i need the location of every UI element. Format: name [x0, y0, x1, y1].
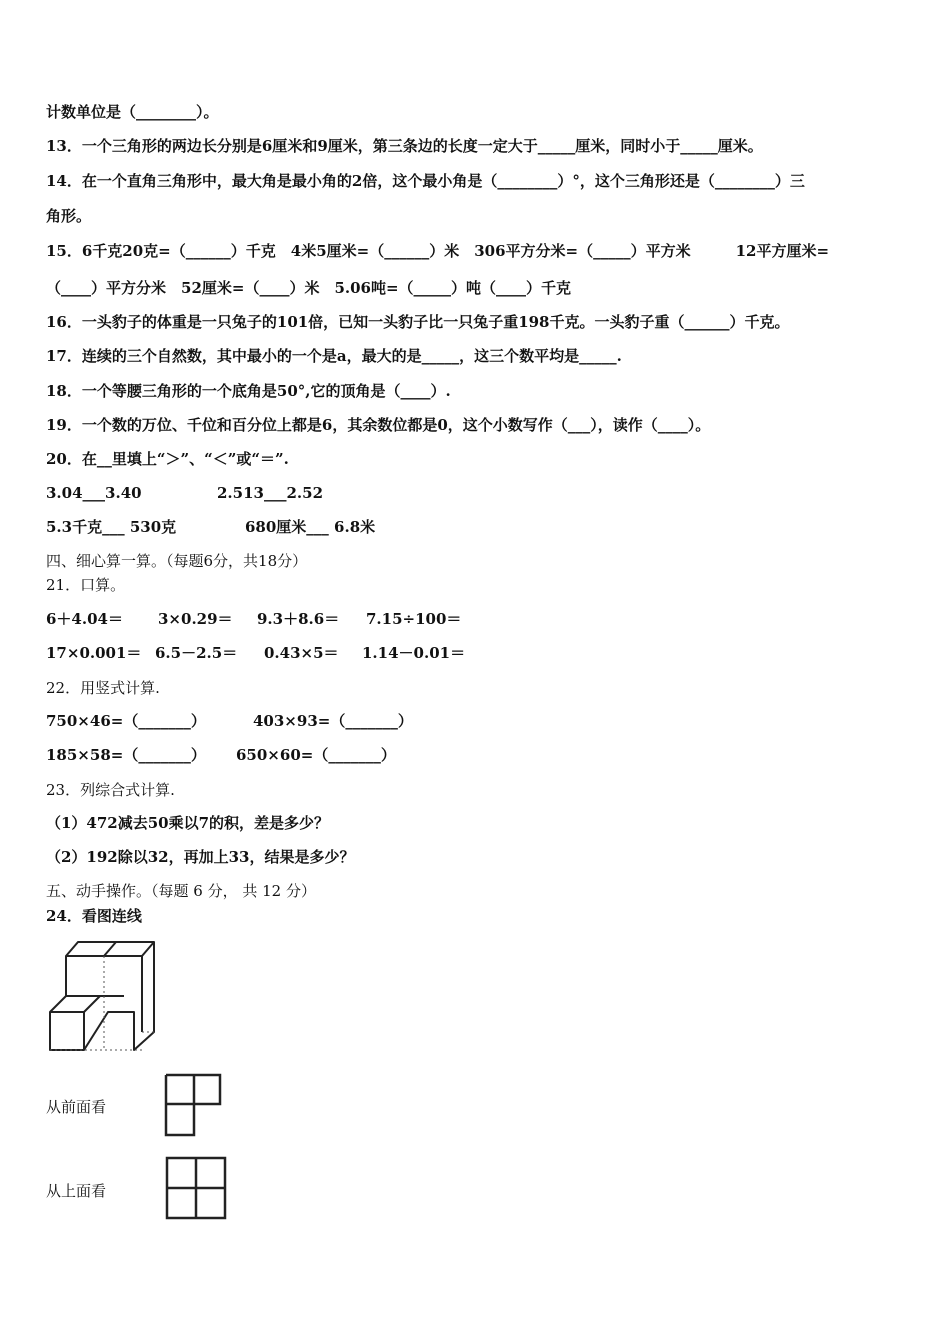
- question-16: 16．一头豹子的体重是一只兔子的101倍，已知一头豹子比一只兔子重198千克。一头豹子重（______）千克。: [46, 313, 790, 331]
- question-14-continuation: 角形。: [46, 207, 92, 225]
- question-20: 20．在__里填上“＞”、“＜”或“＝”.: [46, 450, 289, 468]
- section-5-heading: 五、动手操作。（每题 6 分， 共 12 分）: [46, 882, 316, 900]
- mental-math-item: 17×0.001＝: [46, 644, 142, 662]
- mental-math-item: 7.15÷100＝: [366, 610, 462, 628]
- compare-item: 680厘米___ 6.8米: [245, 518, 376, 536]
- question-23: 23．列综合式计算.: [46, 781, 175, 799]
- question-17: 17．连续的三个自然数，其中最小的一个是a，最大的是_____，这三个数平均是_____.: [46, 347, 622, 365]
- section-4-heading: 四、细心算一算。（每题6分，共18分）: [46, 552, 308, 570]
- question-18: 18．一个等腰三角形的一个底角是50°,它的顶角是（____）.: [46, 382, 451, 400]
- mental-math-item: 1.14－0.01＝: [362, 644, 466, 662]
- vertical-calc-item: 750×46=（_______）: [46, 712, 206, 730]
- vertical-calc-item: 650×60=（_______）: [236, 746, 396, 764]
- mental-math-item: 3×0.29＝: [158, 610, 233, 628]
- compare-item: 2.513___2.52: [217, 484, 324, 502]
- question-23-part-2: （2）192除以32，再加上33，结果是多少？: [46, 848, 355, 866]
- vertical-calc-item: 185×58=（_______）: [46, 746, 206, 764]
- top-view-label: 从上面看: [46, 1182, 107, 1200]
- question-24: 24．看图连线: [46, 907, 142, 925]
- top-view-figure: [162, 1152, 230, 1224]
- question-14: 14．在一个直角三角形中，最大角是最小角的2倍，这个最小角是（________）°，这个三角形还是（________）三: [46, 172, 805, 190]
- question-15: 15．6千克20克=（______）千克 4米5厘米=（______）米 306平方分米=（_____）平方米 12平方厘米=: [46, 242, 830, 260]
- question-22: 22．用竖式计算.: [46, 679, 160, 697]
- compare-item: 3.04___3.40: [46, 484, 142, 502]
- vertical-calc-item: 403×93=（_______）: [253, 712, 413, 730]
- front-view-figure: [162, 1070, 226, 1140]
- front-view-label: 从前面看: [46, 1098, 107, 1116]
- q12-continuation: 计数单位是（________）。: [46, 103, 219, 121]
- mental-math-item: 6.5－2.5＝: [155, 644, 238, 662]
- question-21: 21．口算。: [46, 576, 126, 594]
- mental-math-item: 6＋4.04＝: [46, 610, 123, 628]
- question-15-continuation: （____）平方分米 52厘米=（____）米 5.06吨=（_____）吨（____）千克: [46, 279, 572, 297]
- mental-math-item: 9.3＋8.6＝: [257, 610, 340, 628]
- 3d-block-figure: [44, 938, 160, 1056]
- question-13: 13．一个三角形的两边长分别是6厘米和9厘米，第三条边的长度一定大于_____厘米，同时小于_____厘米。: [46, 137, 763, 155]
- compare-item: 5.3千克___ 530克: [46, 518, 177, 536]
- question-19: 19．一个数的万位、千位和百分位上都是6，其余数位都是0，这个小数写作（___），读作（____）。: [46, 416, 711, 434]
- mental-math-item: 0.43×5＝: [264, 644, 339, 662]
- question-23-part-1: （1）472减去50乘以7的积，差是多少？: [46, 814, 330, 832]
